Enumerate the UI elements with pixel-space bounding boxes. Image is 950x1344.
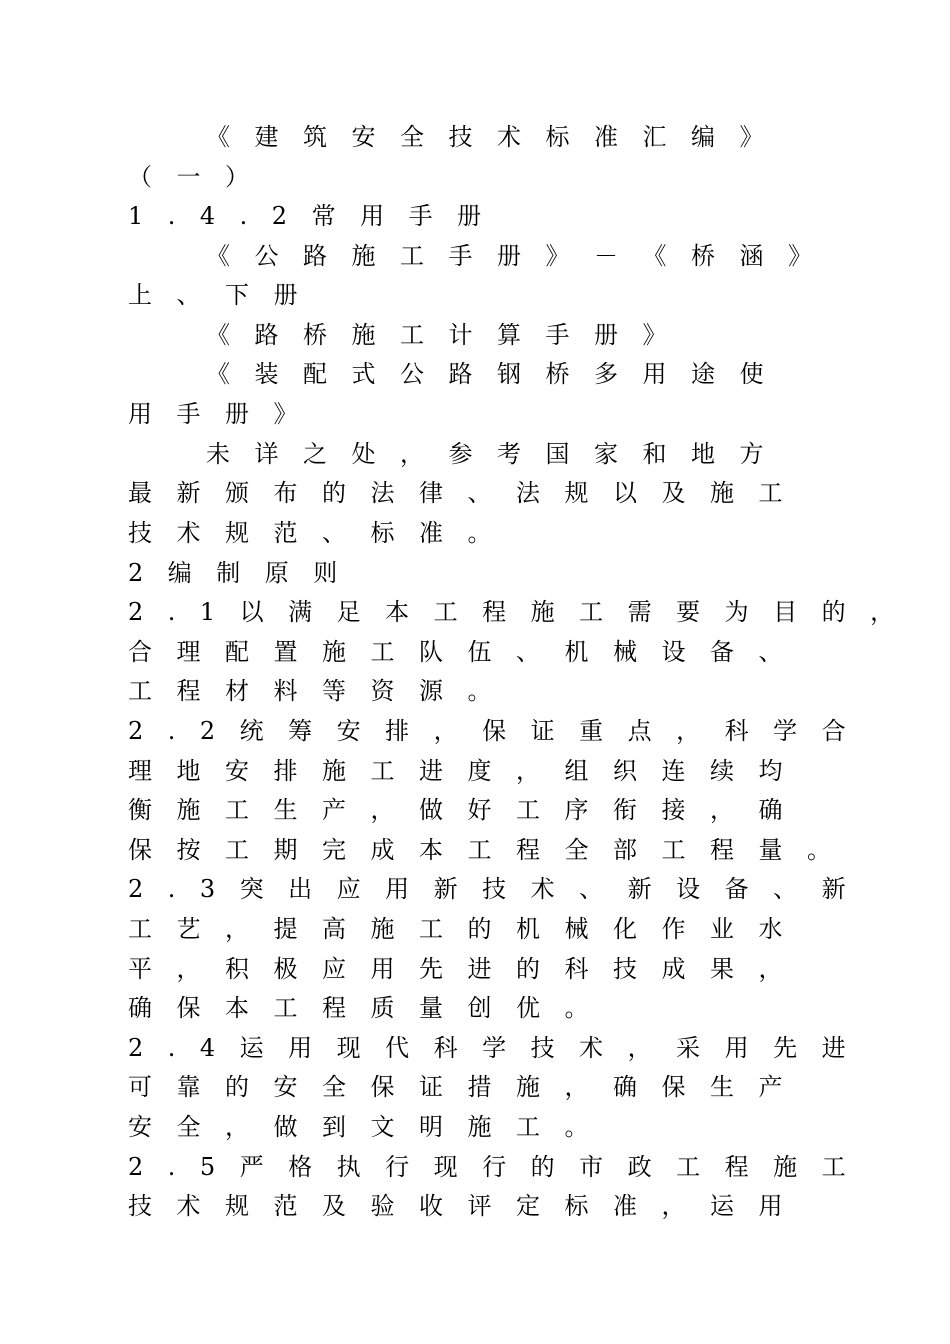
text-line: 《公路施工手册》－《桥涵》	[206, 242, 837, 270]
text-line: 技术规范、标准。	[128, 519, 516, 547]
text-line: 合理配置施工队伍、机械设备、	[128, 638, 807, 666]
text-line: 最新颁布的法律、法规以及施工	[128, 479, 807, 507]
text-line: 平，积极应用先进的科技成果，	[128, 955, 807, 983]
text-line: 衡施工生产，做好工序衔接，确	[128, 796, 807, 824]
text-line: （一）	[128, 163, 274, 191]
section-heading: 2编制原则	[128, 559, 362, 587]
text-line: 技术规范及验收评定标准，运用	[128, 1192, 807, 1220]
text-line: 未详之处，参考国家和地方	[206, 440, 788, 468]
text-line: 确保本工程质量创优。	[128, 994, 613, 1022]
text-line: 安全，做到文明施工。	[128, 1113, 613, 1141]
text-line: 上、下册	[128, 281, 322, 309]
text-line: 《建筑安全技术标准汇编》	[206, 123, 788, 151]
text-line: 理地安排施工进度，组织连续均	[128, 757, 807, 785]
section-heading: 1.4.2常用手册	[128, 202, 506, 230]
text-line: 《装配式公路钢桥多用途使	[206, 360, 788, 388]
text-line: 可靠的安全保证措施，确保生产	[128, 1073, 807, 1101]
text-line: 工程材料等资源。	[128, 677, 516, 705]
text-line: 2.5严格执行现行的市政工程施工	[128, 1153, 871, 1181]
text-line: 工艺，提高施工的机械化作业水	[128, 915, 807, 943]
text-line: 保按工期完成本工程全部工程量。	[128, 836, 856, 864]
text-line: 2.2统筹安排，保证重点，科学合	[128, 717, 871, 745]
text-line: 2.4运用现代科学技术，采用先进	[128, 1034, 871, 1062]
text-line: 《路桥施工计算手册》	[206, 321, 691, 349]
text-line: 2.3突出应用新技术、新设备、新	[128, 875, 871, 903]
text-line: 2.1以满足本工程施工需要为目的，	[128, 598, 919, 626]
text-line: 用手册》	[128, 400, 322, 428]
